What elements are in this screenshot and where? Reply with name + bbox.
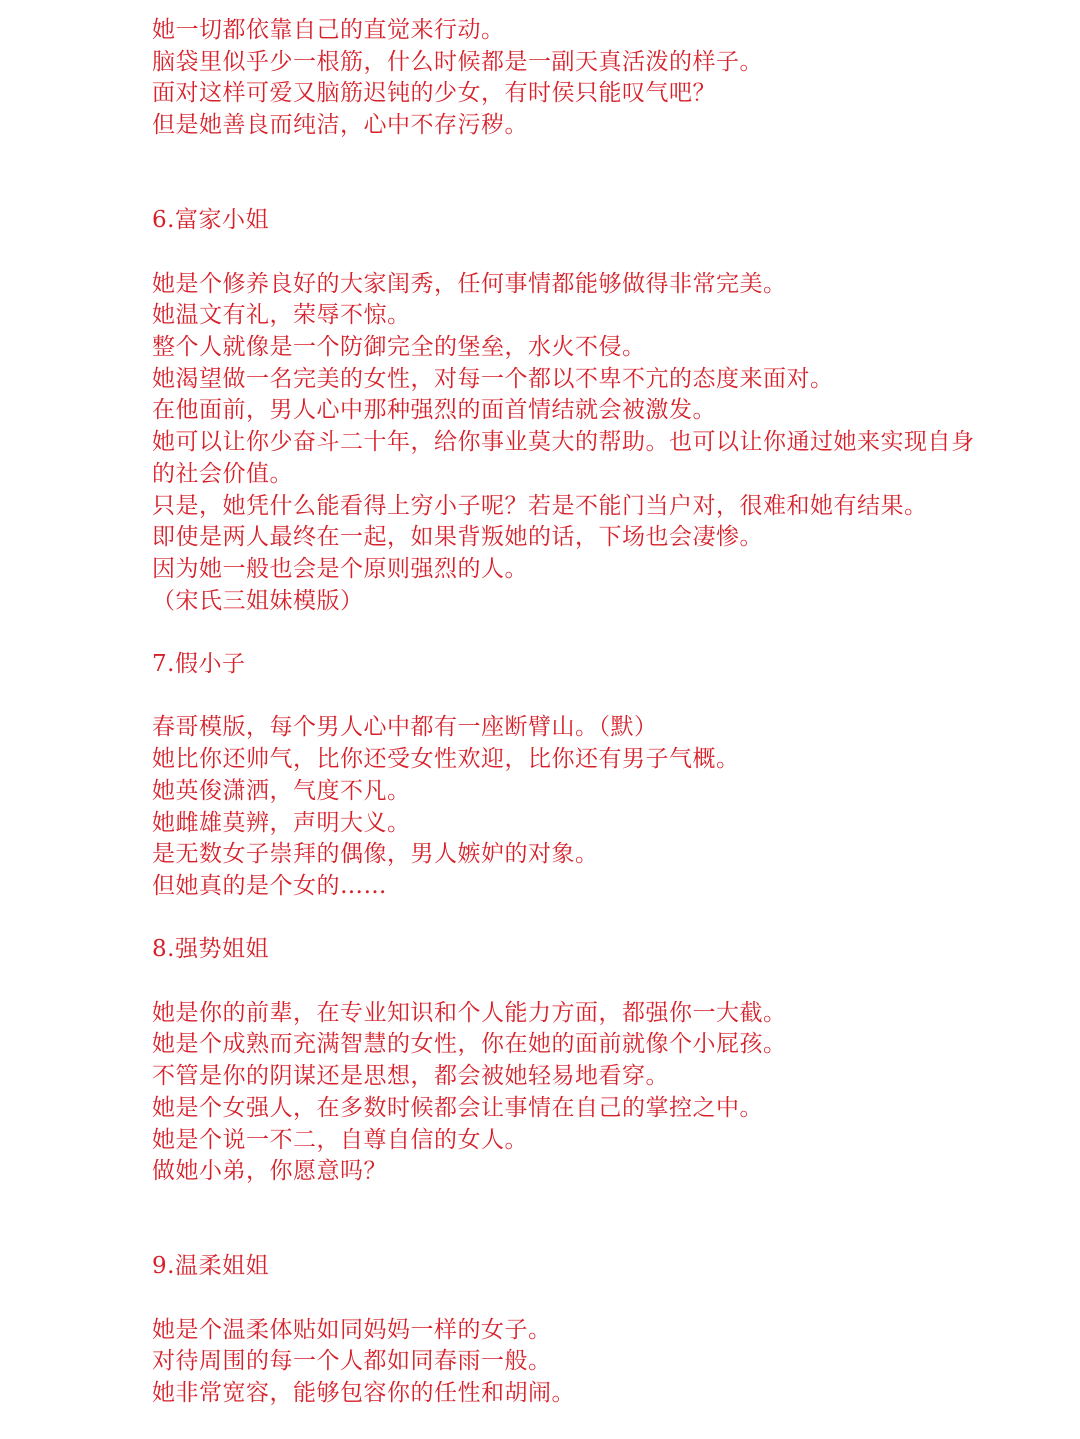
text-line: 她是个温柔体贴如同妈妈一样的女子。	[152, 1316, 552, 1343]
text-line: 即使是两人最终在一起，如果背叛她的话，下场也会凄惨。	[152, 524, 763, 551]
section-heading: 7.假小子	[152, 651, 246, 678]
text-line: 但她真的是个女的……	[152, 872, 387, 899]
text-line: 她英俊潇洒，气度不凡。	[152, 777, 411, 804]
text-line: 春哥模版，每个男人心中都有一座断臂山。（默）	[152, 714, 658, 741]
text-line: 她一切都依靠自己的直觉来行动。	[152, 17, 505, 43]
section-6	[152, 205, 1052, 617]
text-line: 在他面前，男人心中那种强烈的面首情结就会被激发。	[152, 397, 716, 424]
intro-paragraph	[152, 15, 1052, 142]
section-8	[152, 934, 1052, 1188]
text-line: 面对这样可爱又脑筋迟钝的少女，有时侯只能叹气吧？	[152, 80, 716, 107]
text-line: 不管是你的阴谋还是思想，都会被她轻易地看穿。	[152, 1063, 669, 1090]
text-line: 因为她一般也会是个原则强烈的人。	[152, 555, 528, 582]
section-9	[152, 1251, 1052, 1410]
text-line: 她是你的前辈，在专业知识和个人能力方面，都强你一大截。	[152, 999, 787, 1026]
text-line: 她雌雄莫辨，声明大义。	[152, 809, 411, 836]
text-line: 她是个说一不二，自尊自信的女人。	[152, 1126, 528, 1153]
text-line: （宋氏三姐妹模版）	[152, 587, 364, 614]
section-heading: 8.强势姐姐	[152, 936, 269, 963]
text-line: 她温文有礼，荣辱不惊。	[152, 302, 411, 329]
text-line: 她非常宽容，能够包容你的任性和胡闹。	[152, 1380, 575, 1407]
document-body	[152, 15, 1052, 1410]
text-line: 只是，她凭什么能看得上穷小子呢？若是不能门当户对，很难和她有结果。	[152, 492, 928, 519]
text-line: 做她小弟，你愿意吗？	[152, 1158, 387, 1185]
section-heading: 9.温柔姐姐	[152, 1253, 269, 1280]
text-line: 她是个修养良好的大家闺秀，任何事情都能够做得非常完美。	[152, 270, 787, 297]
text-line: 她比你还帅气，比你还受女性欢迎，比你还有男子气概。	[152, 746, 740, 773]
text-line: 是无数女子崇拜的偶像，男人嫉妒的对象。	[152, 841, 599, 868]
text-line: 对待周围的每一个人都如同春雨一般。	[152, 1348, 552, 1375]
spacer	[152, 1283, 1052, 1315]
text-line: 她可以让你少奋斗二十年，给你事业莫大的帮助。也可以让你通过她来实现自身	[152, 429, 975, 456]
text-line: 她是个女强人，在多数时候都会让事情在自己的掌控之中。	[152, 1094, 763, 1121]
spacer	[152, 1188, 1052, 1251]
text-line: 整个人就像是一个防御完全的堡垒，水火不侵。	[152, 334, 646, 360]
spacer	[152, 966, 1052, 998]
text-line: 她渴望做一名完美的女性，对每一个都以不卑不亢的态度来面对。	[152, 365, 834, 392]
spacer	[152, 681, 1052, 713]
section-heading: 6.富家小姐	[152, 207, 269, 234]
spacer	[152, 142, 1052, 205]
spacer	[152, 617, 1052, 649]
text-line: 的社会价值。	[152, 460, 293, 487]
spacer	[152, 903, 1052, 935]
spacer	[152, 237, 1052, 269]
text-line: 她是个成熟而充满智慧的女性，你在她的面前就像个小屁孩。	[152, 1031, 787, 1058]
section-7	[152, 649, 1052, 903]
text-line: 脑袋里似乎少一根筋，什么时候都是一副天真活泼的样子。	[152, 48, 763, 75]
text-line: 但是她善良而纯洁，心中不存污秽。	[152, 112, 528, 139]
